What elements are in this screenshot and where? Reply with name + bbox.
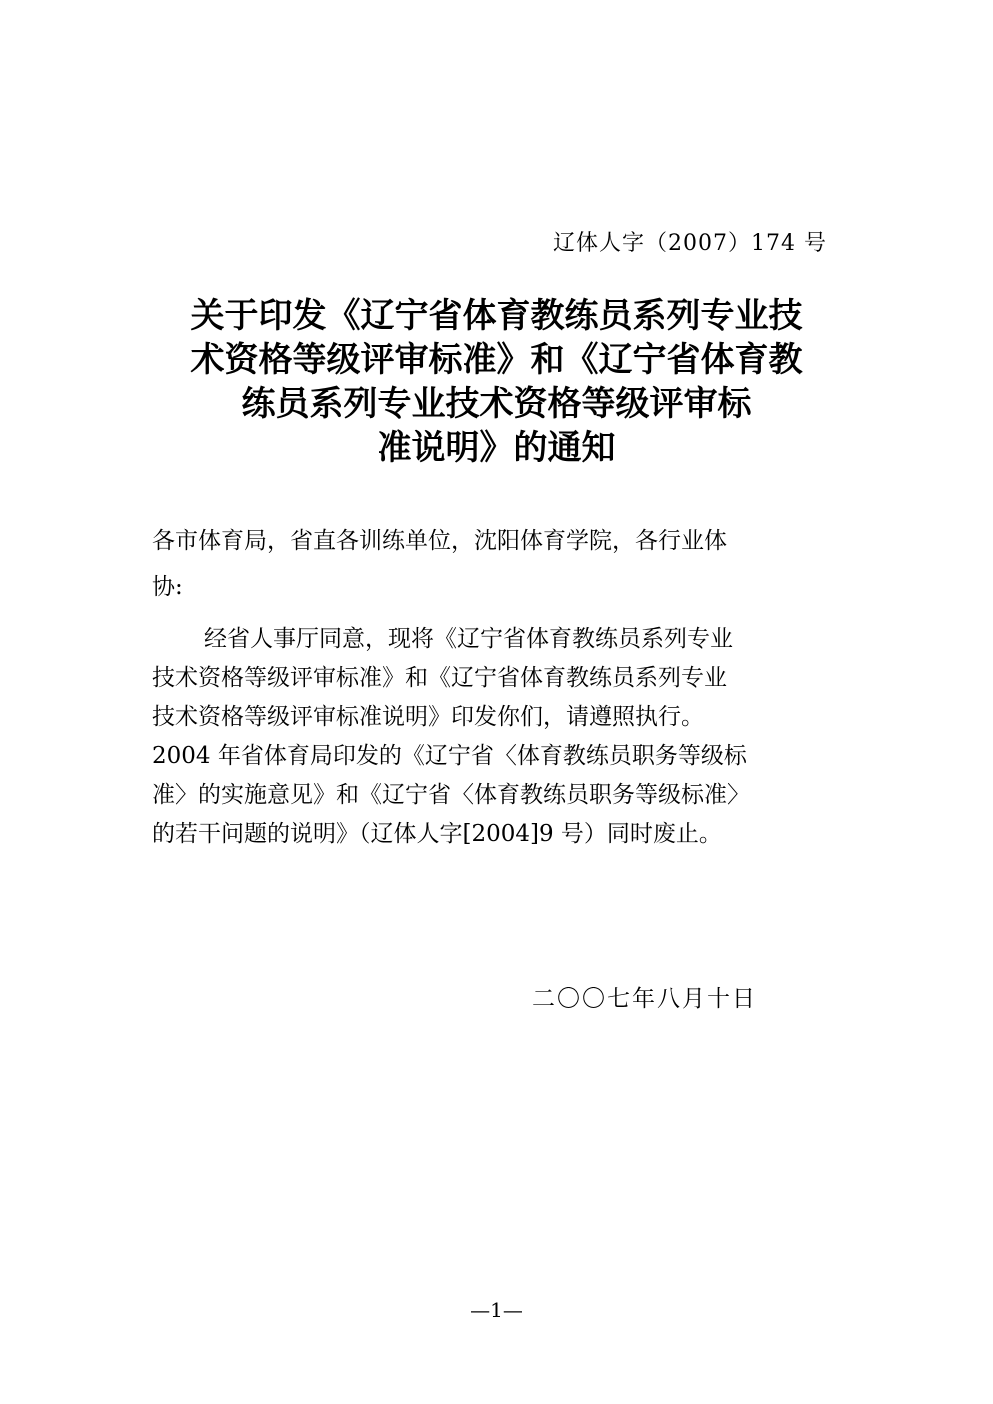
body-line: 经省人事厅同意，现将《辽宁省体育教练员系列专业: [204, 626, 733, 652]
body-paragraph: [152, 620, 852, 854]
document-number: 辽体人字（2007）174 号: [553, 231, 827, 256]
body-line: 的若干问题的说明》（辽体人字[2004]9 号）同时废止。: [152, 821, 722, 847]
title-line: 关于印发《辽宁省体育教练员系列专业技: [190, 296, 803, 336]
title-line: 术资格等级评审标准》和《辽宁省体育教: [190, 340, 803, 380]
body-line: 技术资格等级评审标准》和《辽宁省体育教练员系列专业: [152, 665, 727, 691]
document-date: 二〇〇七年八月十日: [532, 986, 757, 1012]
title-line: 练员系列专业技术资格等级评审标: [241, 384, 752, 424]
page-number: —1—: [470, 1298, 523, 1322]
body-line: 技术资格等级评审标准说明》印发你们，请遵照执行。: [152, 704, 704, 730]
salutation-line: 协:: [152, 574, 183, 600]
title-line: 准说明》的通知: [377, 428, 616, 468]
document-title: [150, 294, 843, 470]
salutation-line: 各市体育局，省直各训练单位，沈阳体育学院，各行业体: [152, 528, 727, 554]
body-line: 2004 年省体育局印发的《辽宁省〈体育教练员职务等级标: [152, 743, 747, 769]
salutation: [152, 518, 852, 610]
body-line: 准〉的实施意见》和《辽宁省〈体育教练员职务等级标准〉: [152, 782, 750, 808]
